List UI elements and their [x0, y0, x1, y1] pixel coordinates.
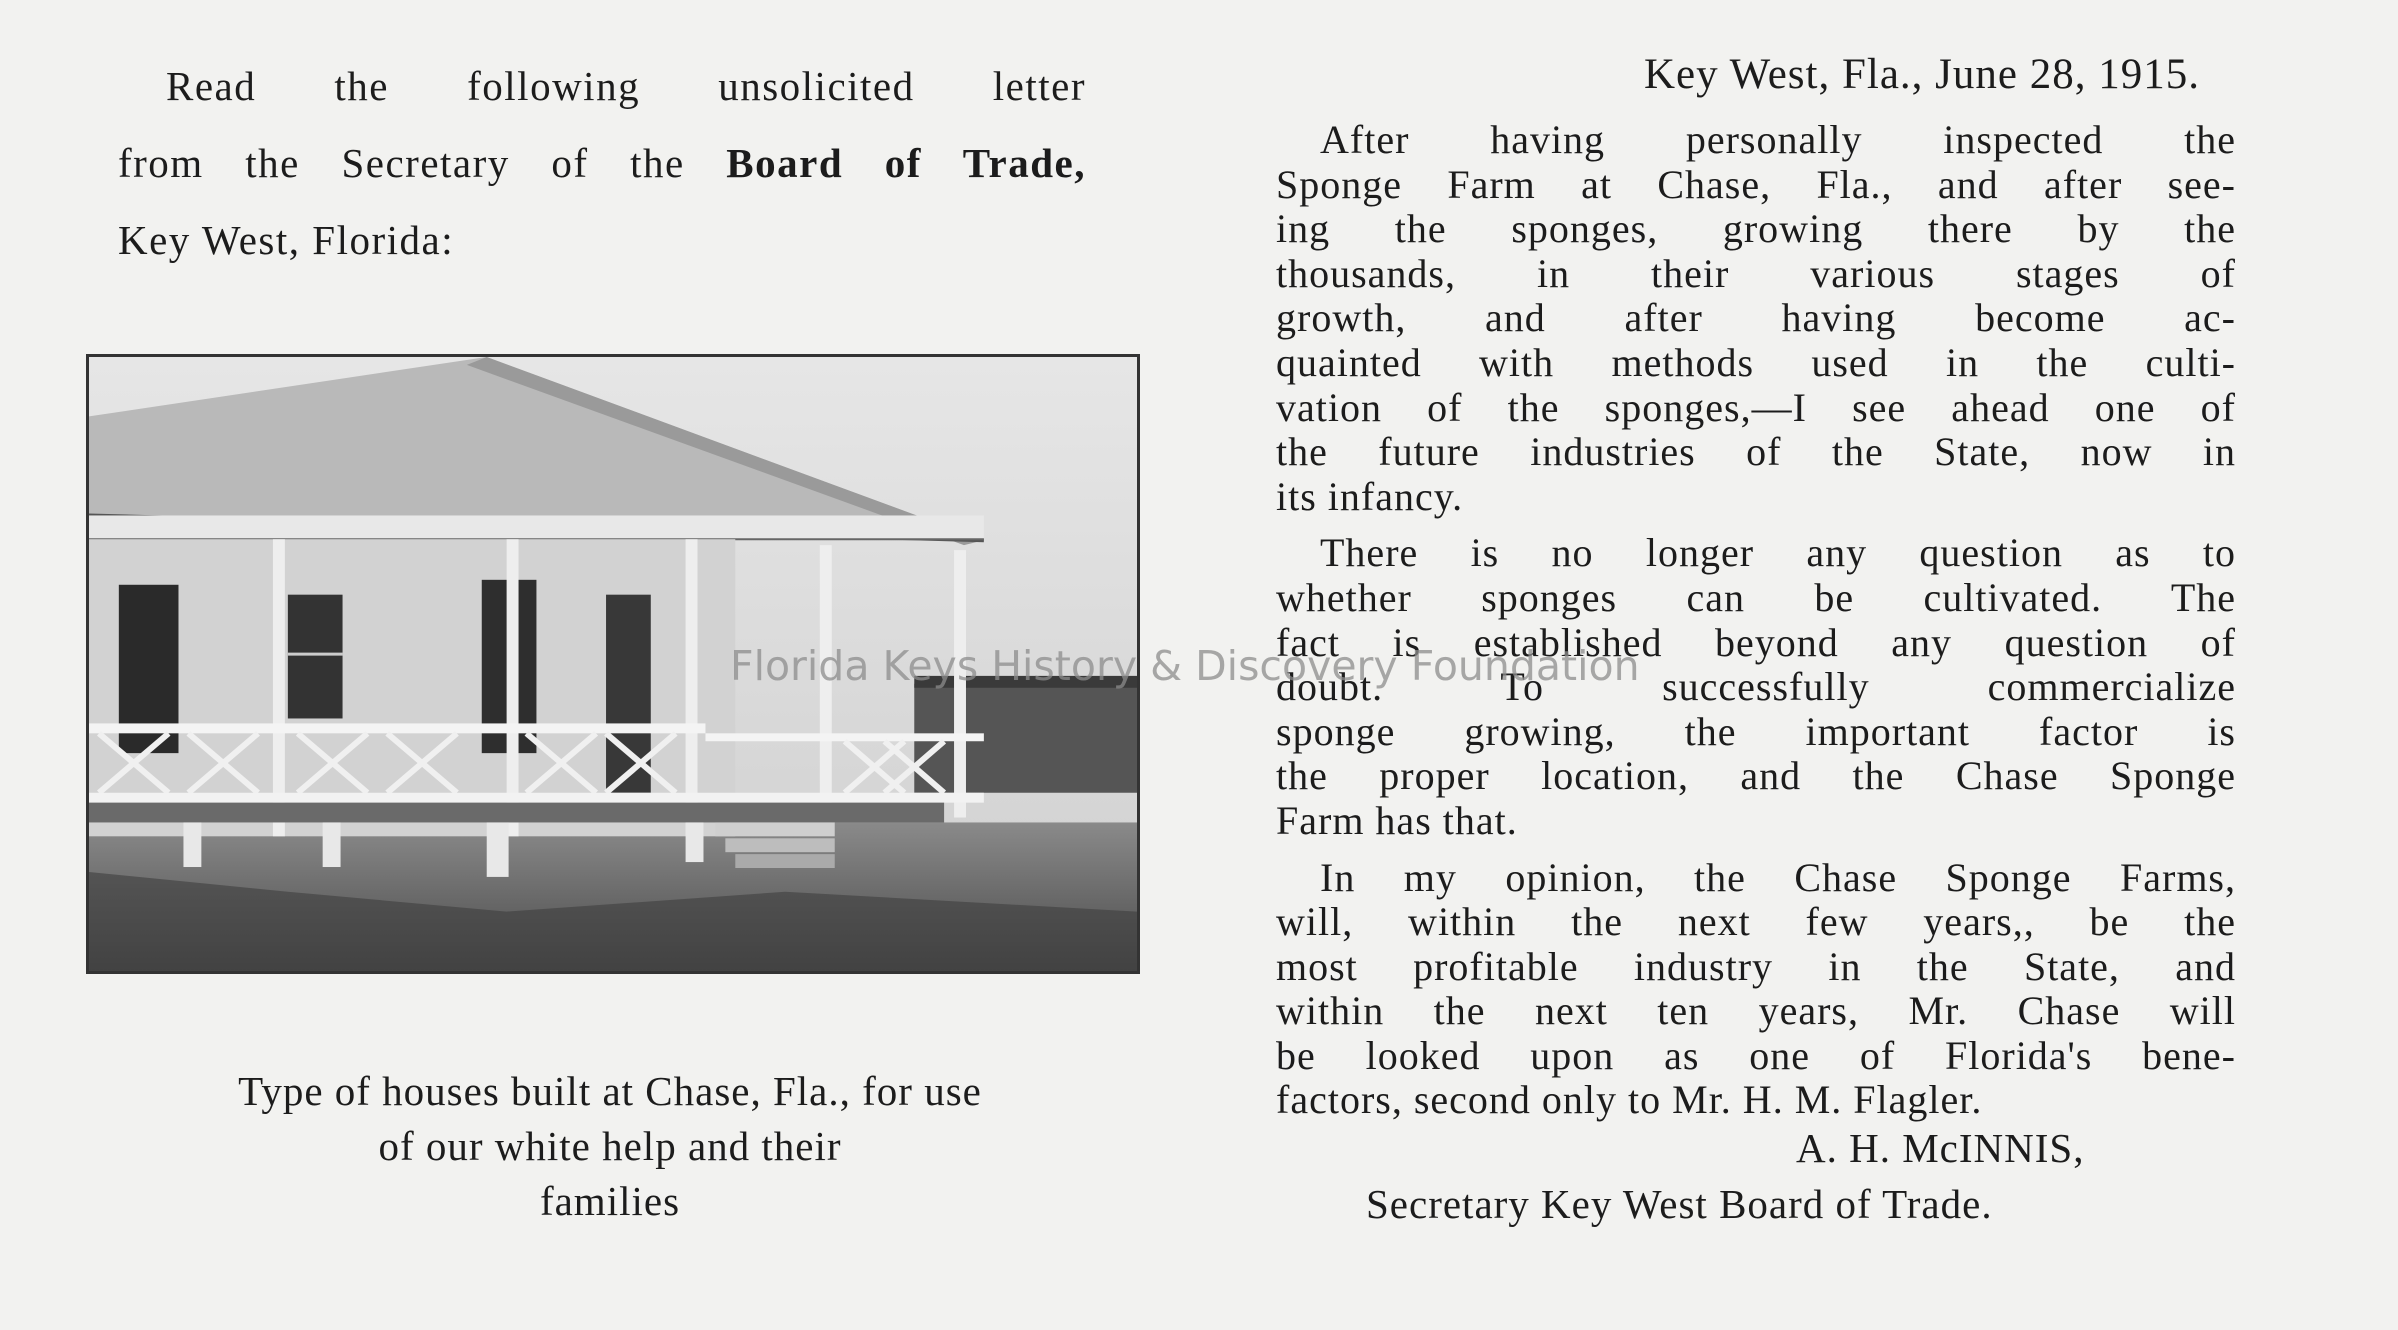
letter-body	[1276, 118, 2236, 1135]
signature-name: A. H. McINNIS,	[1796, 1125, 2085, 1171]
paragraph-line: ing the sponges, growing there by the	[1276, 206, 2236, 252]
paragraph-line: thousands, in their various stages of	[1276, 250, 2236, 296]
paragraph-line: the proper location, and the Chase Sponge	[1276, 753, 2236, 799]
letter-paragraph	[1276, 856, 2236, 1124]
photo-caption	[120, 1064, 1100, 1229]
paragraph-line: within the next ten years, Mr. Chase will	[1276, 988, 2236, 1034]
paragraph-line: Farm has that.	[1276, 797, 1518, 843]
intro-line-prefix: from the Secretary of the	[118, 140, 727, 186]
intro-line: Key West, Florida:	[118, 217, 455, 263]
watermark: Florida Keys History & Discovery Foundation	[730, 642, 1640, 690]
paragraph-line: sponge growing, the important factor is	[1276, 708, 2236, 754]
letter-dateline: Key West, Fla., June 28, 1915.	[1643, 51, 2200, 98]
paragraph-line: There is no longer any question as to	[1320, 530, 2236, 576]
paragraph-line: doubt. To successfully commercialize	[1276, 664, 2236, 710]
caption-line: Type of houses built at Chase, Fla., for use	[238, 1068, 982, 1114]
signature-title: Secretary Key West Board of Trade.	[1366, 1181, 1993, 1227]
paragraph-line: the future industries of the State, now in	[1276, 429, 2236, 475]
intro-line: Read the following unsolicited letter	[166, 63, 1086, 109]
letter-paragraph	[1276, 118, 2236, 519]
paragraph-line: fact is established beyond any question of	[1276, 619, 2236, 665]
paragraph-line: most profitable industry in the State, and	[1276, 943, 2236, 989]
caption-line: of our white help and their	[378, 1123, 842, 1169]
caption-line: families	[539, 1178, 681, 1224]
paragraph-line: In my opinion, the Chase Sponge Farms,	[1320, 854, 2236, 900]
intro-text	[118, 48, 1086, 279]
paragraph-line: quainted with methods used in the culti-	[1276, 339, 2236, 385]
paragraph-line: After having personally inspected the	[1320, 117, 2236, 162]
paragraph-line: factors, second only to Mr. H. M. Flagler.	[1276, 1077, 1983, 1123]
board-of-trade-bold: Board of Trade,	[726, 140, 1086, 186]
paragraph-line: growth, and after having become ac-	[1276, 295, 2236, 341]
intro-line	[118, 125, 1086, 202]
paragraph-line: vation of the sponges,—I see ahead one of	[1276, 384, 2236, 430]
paragraph-line: will, within the next few years,, be the	[1276, 899, 2236, 945]
paragraph-line: whether sponges can be cultivated. The	[1276, 574, 2236, 620]
paragraph-line: be looked upon as one of Florida's bene-	[1276, 1032, 2236, 1078]
letter-signature	[1300, 1120, 2200, 1232]
paragraph-line: its infancy.	[1276, 473, 1464, 519]
paragraph-line: Sponge Farm at Chase, Fla., and after see-	[1276, 161, 2236, 207]
